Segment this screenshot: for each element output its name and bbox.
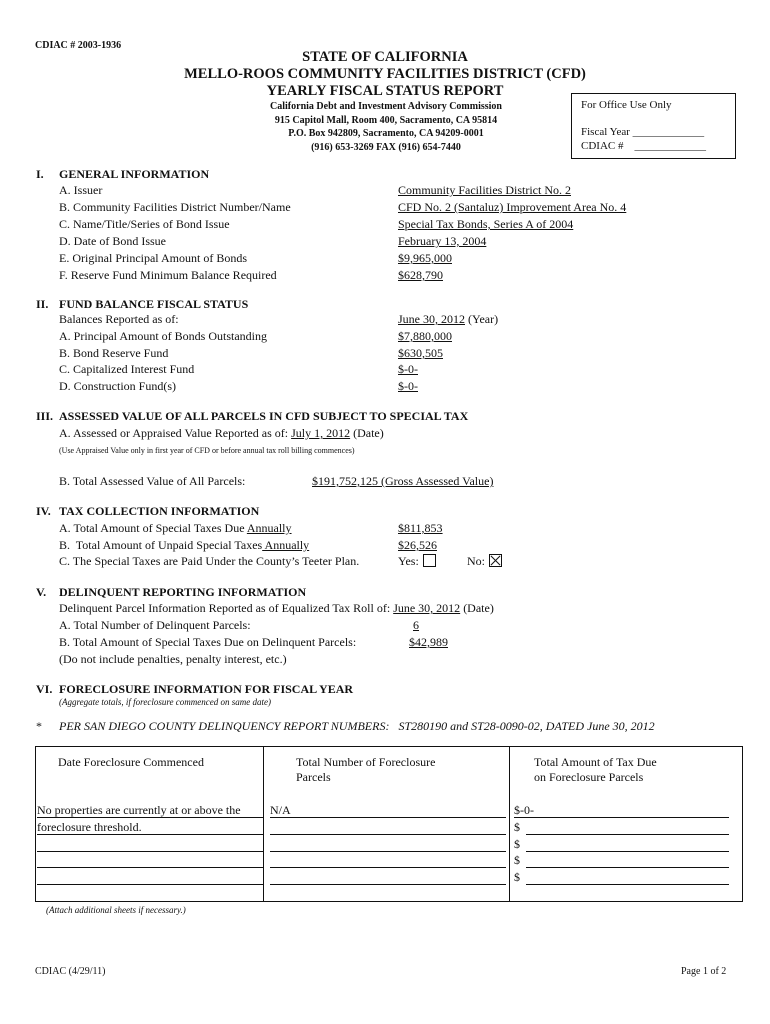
teeter-no-checkbox[interactable] xyxy=(489,554,502,567)
section6-asterisk: * xyxy=(36,719,42,733)
section1-label-reserve-min: F. Reserve Fund Minimum Balance Required xyxy=(59,268,277,282)
section2-as-of-value: June 30, 2012 xyxy=(398,312,465,326)
foreclosure-table xyxy=(35,746,743,902)
section4-title: TAX COLLECTION INFORMATION xyxy=(59,504,260,518)
section2-label-cap-interest: C. Capitalized Interest Fund xyxy=(59,362,195,376)
table-col-divider-1 xyxy=(263,747,264,901)
section2-value-cap-interest: $-0- xyxy=(398,362,418,376)
form-number: CDIAC # 2003-1936 xyxy=(35,40,122,51)
table-row5-date-line xyxy=(37,884,263,885)
header-address2: P.O. Box 942809, Sacramento, CA 94209-0001 xyxy=(288,128,484,139)
table-row3-count-line xyxy=(270,851,506,852)
section2-as-of xyxy=(398,312,498,327)
footer-form-revision: CDIAC (4/29/11) xyxy=(35,966,106,977)
section5-number: V. xyxy=(36,585,47,599)
section4-c-label: C. The Special Taxes are Paid Under the County’s Teeter Plan. xyxy=(59,554,360,568)
section5-as-of-value: June 30, 2012 xyxy=(393,601,461,615)
table-row4-dollar: $ xyxy=(514,853,520,867)
table-row1-count-line xyxy=(270,817,506,818)
section3-number: III. xyxy=(36,409,54,423)
table-row1-date-line xyxy=(37,817,263,818)
table-row2-count-line xyxy=(270,834,506,835)
attach-note: (Attach additional sheets if necessary.) xyxy=(46,905,186,915)
table-row4-date-line xyxy=(37,867,263,868)
section4-b-value: $26,526 xyxy=(398,538,437,552)
section1-label-principal: E. Original Principal Amount of Bonds xyxy=(59,251,247,265)
section1-value-reserve-min: $628,790 xyxy=(398,268,443,282)
teeter-yes-checkbox[interactable] xyxy=(423,554,436,567)
section5-as-of-suffix: (Date) xyxy=(463,601,494,615)
section5-a-value: 6 xyxy=(413,618,419,632)
teeter-yes-label: Yes: xyxy=(398,554,419,568)
teeter-no-label: No: xyxy=(467,554,485,568)
table-row2-date: foreclosure threshold. xyxy=(37,820,142,834)
section2-as-of-label: Balances Reported as of: xyxy=(59,312,179,326)
section1-value-bond-name: Special Tax Bonds, Series A of 2004 xyxy=(398,217,574,231)
section5-b-value: $42,989 xyxy=(409,635,448,649)
section3-b-value: $191,752,125 (Gross Assessed Value) xyxy=(312,474,494,488)
section1-number: I. xyxy=(36,167,44,181)
section5-b-label: B. Total Amount of Special Taxes Due on Delinquent Parcels: xyxy=(59,635,357,649)
teeter-yes xyxy=(398,554,436,569)
table-row5-count-line xyxy=(270,884,506,885)
section1-value-cfd: CFD No. 2 (Santaluz) Improvement Area No. 4 xyxy=(398,200,627,214)
table-header-count-2: Parcels xyxy=(296,770,331,784)
table-row1-amount: $-0- xyxy=(514,803,534,817)
section1-value-issue-date: February 13, 2004 xyxy=(398,234,487,248)
section1-label-issuer: A. Issuer xyxy=(59,183,103,197)
section2-value-construction: $-0- xyxy=(398,379,418,393)
table-row3-amount-line xyxy=(526,851,729,852)
header-cfd: MELLO-ROOS COMMUNITY FACILITIES DISTRICT (CFD) xyxy=(184,66,586,82)
office-fiscal-year: Fiscal Year _____________ xyxy=(581,126,705,138)
office-use-title: For Office Use Only xyxy=(581,99,672,111)
table-row4-amount-line xyxy=(526,867,729,868)
section2-label-reserve: B. Bond Reserve Fund xyxy=(59,346,169,360)
teeter-no xyxy=(467,554,502,569)
table-header-date: Date Foreclosure Commenced xyxy=(58,755,204,769)
table-row1-date: No properties are currently at or above the xyxy=(37,803,241,817)
section6-note: (Aggregate totals, if foreclosure commenced on same date) xyxy=(59,697,271,707)
section3-a-value: July 1, 2012 xyxy=(291,426,351,440)
table-header-amount-1: Total Amount of Tax Due xyxy=(534,755,657,769)
section5-as-of-row xyxy=(59,601,494,616)
office-cdiac-number: CDIAC # _____________ xyxy=(581,140,706,152)
section4-a-label: A. Total Amount of Special Taxes Due xyxy=(59,521,245,535)
header-state: STATE OF CALIFORNIA xyxy=(302,49,468,65)
section6-number: VI. xyxy=(36,682,53,696)
section4-b-row xyxy=(59,538,309,553)
section4-a-value: $811,853 xyxy=(398,521,443,535)
table-row5-amount-line xyxy=(526,884,729,885)
section4-a-row xyxy=(59,521,292,536)
table-row5-dollar: $ xyxy=(514,870,520,884)
table-row2-date-line xyxy=(37,834,263,835)
header-report-title: YEARLY FISCAL STATUS REPORT xyxy=(266,83,504,99)
section3-a-label: A. Assessed or Appraised Value Reported as of: xyxy=(59,426,289,440)
section3-assessed-as-of xyxy=(59,426,384,441)
table-row3-date-line xyxy=(37,851,263,852)
section5-as-of-label: Delinquent Parcel Information Reported as of Equalized Tax Roll of: xyxy=(59,601,391,615)
header-agency: California Debt and Investment Advisory Commission xyxy=(270,101,502,112)
section2-value-outstanding: $7,880,000 xyxy=(398,329,452,343)
section3-note: (Use Appraised Value only in first year of CFD or before annual tax roll billing commences) xyxy=(59,446,355,455)
table-col-divider-2 xyxy=(509,747,510,901)
section1-label-bond-name: C. Name/Title/Series of Bond Issue xyxy=(59,217,230,231)
section2-as-of-suffix: (Year) xyxy=(468,312,499,326)
header-phone: (916) 653-3269 FAX (916) 654-7440 xyxy=(311,142,461,153)
section3-a-suffix: (Date) xyxy=(353,426,384,440)
section5-note: (Do not include penalties, penalty interest, etc.) xyxy=(59,652,287,666)
section1-title: GENERAL INFORMATION xyxy=(59,167,210,181)
table-row4-count-line xyxy=(270,867,506,868)
section6-report-note: PER SAN DIEGO COUNTY DELINQUENCY REPORT NUMBERS: ST280190 and ST28-0090-02, DATED June 30, 2012 xyxy=(59,719,655,733)
table-header-count-1: Total Number of Foreclosure xyxy=(296,755,436,769)
section2-label-construction: D. Construction Fund(s) xyxy=(59,379,176,393)
table-row1-amount-line xyxy=(514,817,729,818)
table-row2-amount-line xyxy=(526,834,729,835)
section1-label-cfd: B. Community Facilities District Number/Name xyxy=(59,200,291,214)
section3-title: ASSESSED VALUE OF ALL PARCELS IN CFD SUBJECT TO SPECIAL TAX xyxy=(59,409,469,423)
section2-value-reserve: $630,505 xyxy=(398,346,443,360)
section4-number: IV. xyxy=(36,504,51,518)
table-row1-count: N/A xyxy=(270,803,291,817)
section4-b-label: B. Total Amount of Unpaid Special Taxes xyxy=(59,538,263,552)
section2-title: FUND BALANCE FISCAL STATUS xyxy=(59,297,249,311)
section3-b-label: B. Total Assessed Value of All Parcels: xyxy=(59,474,246,488)
section1-value-principal: $9,965,000 xyxy=(398,251,452,265)
section6-title: FORECLOSURE INFORMATION FOR FISCAL YEAR xyxy=(59,682,354,696)
table-header-amount-2: on Foreclosure Parcels xyxy=(534,770,644,784)
section5-a-label: A. Total Number of Delinquent Parcels: xyxy=(59,618,251,632)
section2-label-outstanding: A. Principal Amount of Bonds Outstanding xyxy=(59,329,267,343)
section1-label-issue-date: D. Date of Bond Issue xyxy=(59,234,166,248)
footer-page-number: Page 1 of 2 xyxy=(681,966,727,977)
section5-title: DELINQUENT REPORTING INFORMATION xyxy=(59,585,307,599)
table-row3-dollar: $ xyxy=(514,837,520,851)
header-address1: 915 Capitol Mall, Room 400, Sacramento, CA 95814 xyxy=(274,115,498,126)
office-use-box xyxy=(571,93,736,159)
section4-b-label-annually: Annually xyxy=(262,538,310,552)
table-row2-dollar: $ xyxy=(514,820,520,834)
section4-a-label-annually: Annually xyxy=(246,521,292,535)
section2-number: II. xyxy=(36,297,49,311)
section1-value-issuer: Community Facilities District No. 2 xyxy=(398,183,571,197)
